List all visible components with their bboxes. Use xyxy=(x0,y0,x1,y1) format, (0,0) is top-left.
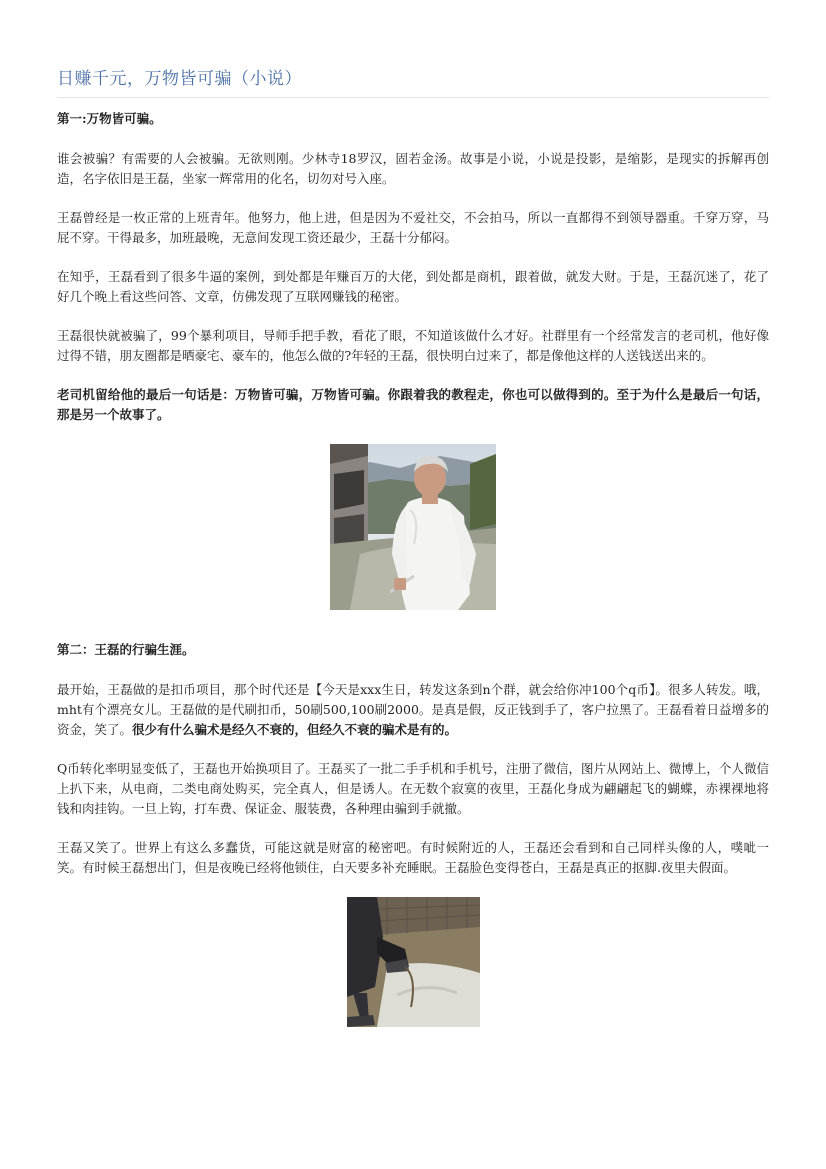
document-body xyxy=(57,109,769,1057)
paragraph: 王磊很快就被骗了，99个暴利项目，导师手把手教，看花了眼，不知道该做什么才好。社群里有一个经常发言的老司机，他好像过得不错，朋友圈都是晒豪宅、豪车的，他怎么做的?年轻的王磊，很快明白过来了，都是像他这样的人送钱送出来的。 xyxy=(57,328,769,363)
section-2-heading: 第二：王磊的行骗生涯。 xyxy=(57,642,195,657)
photo-person-walking xyxy=(347,897,480,1027)
paragraph: Q币转化率明显变低了，王磊也开始换项目了。王磊买了一批二手手机和手机号，注册了微信，图片从网站上、微博上，个人微信上扒下来，从电商，二类电商处购买，完全真人，但是诱人。在无数个寂寞的夜里，王磊化身成为翩翩起飞的蝴蝶，赤裸裸地将钱和肉挂钩。一旦上钩，打车费、保证金、服装费，各种理由骗到手就撤。 xyxy=(57,761,769,816)
paragraph: 王磊曾经是一枚正常的上班青年。他努力，他上进，但是因为不爱社交，不会拍马，所以一直都得不到领导器重。千穿万穿，马屁不穿。干得最多，加班最晚，无意间发现工资还最少，王磊十分郁闷。 xyxy=(57,210,769,245)
paragraph: 谁会被骗？有需要的人会被骗。无欲则刚。少林寺18罗汉，固若金汤。故事是小说，小说是投影，是缩影，是现实的拆解再创造，名字依旧是王磊，坐家一辉常用的化名，切勿对号入座。 xyxy=(57,151,769,186)
photo-man-in-white-shirt xyxy=(330,444,496,610)
bold-sentence: 很少有什么骗术是经久不衰的，但经久不衰的骗术是有的。 xyxy=(132,722,458,737)
bold-paragraph: 老司机留给他的最后一句话是：万物皆可骗，万物皆可骗。你跟着我的教程走，你也可以做得到的。至于为什么是最后一句话，那是另一个故事了。 xyxy=(57,387,769,422)
document-title: 日赚千元，万物皆可骗（小说） xyxy=(57,69,302,89)
title-divider xyxy=(57,97,769,98)
paragraph xyxy=(57,680,769,740)
paragraph: 在知乎，王磊看到了很多牛逼的案例，到处都是年赚百万的大佬，到处都是商机，跟着做，就发大财。于是，王磊沉迷了，花了好几个晚上看这些问答、文章，仿佛发现了互联网赚钱的秘密。 xyxy=(57,269,769,304)
section-1-heading: 第一:万物皆可骗。 xyxy=(57,111,162,126)
paragraph: 王磊又笑了。世界上有这么多蠢货，可能这就是财富的秘密吧。有时候附近的人，王磊还会看到和自己同样头像的人，噗呲一笑。有时候王磊想出门，但是夜晚已经将他锁住，白天要多补充睡眠。王磊脸色变得苍白，王磊是真正的抠脚.夜里夫假面。 xyxy=(57,840,769,875)
paragraph-text: 最开始，王磊做的是扣币项目，那个时代还是【今天是xxx生日，转发这条到n个群，就会给你冲100个q币】。很多人转发。哦，mht有个漂亮女儿。王磊做的是代刷扣币，50刷500,100刷2000。是真是假，反正钱到手了，客户拉黑了。王磊看着日益增多的资金，笑了。 xyxy=(57,682,769,737)
